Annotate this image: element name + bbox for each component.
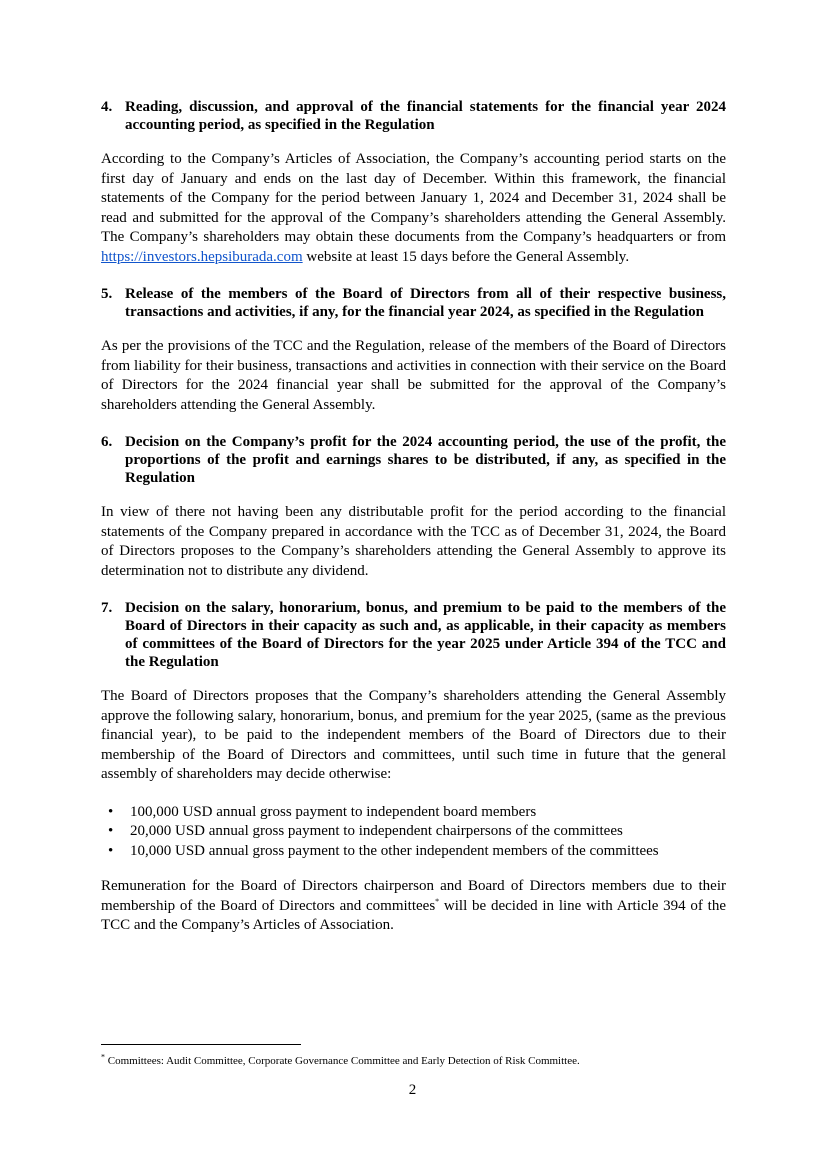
section-number: 7. <box>101 600 113 616</box>
section-body-5: As per the provisions of the TCC and the Regulation, release of the members of the Board of Directors from liability for their business, transactions and activities in connection with their service on the Board of Directors for the 2024 financial year shall be submitted for the approval of the Company’s shareholders attending the General Assembly. <box>101 338 726 413</box>
list-item <box>101 842 726 862</box>
page-content <box>101 98 726 936</box>
section-heading-4 <box>101 98 726 134</box>
body-text: will be decided in line with Article 394 of the TCC and the Company’s Articles of Association. <box>101 897 726 933</box>
body-text: website at least 15 days before the General Assembly. <box>302 248 630 265</box>
section-body-7: The Board of Directors proposes that the Company’s shareholders attending the General Assembly approve the following salary, honorarium, bonus, and premium for the year 2025, (same as the previous financial year), to be paid to the independent members of the Board of Directors due to their membership of the Board of Directors and committees, until such time in future that the general assembly of shareholders may decide otherwise: <box>101 688 726 782</box>
bullet-icon: • <box>108 803 114 820</box>
section-title: Reading, discussion, and approval of the financial statements for the financial year 2024 accounting period, as specified in the Regulation <box>125 99 726 133</box>
footnote <box>101 1054 726 1068</box>
footnote-mark: * <box>101 1052 105 1062</box>
section-heading-7 <box>101 599 726 671</box>
body-text: Remuneration for the Board of Directors chairperson and Board of Directors members due to their membership of the Board of Directors and committees <box>101 878 726 914</box>
remuneration-list <box>101 803 726 862</box>
section-title: Release of the members of the Board of Directors from all of their respective business, transactions and activities, if any, for the financial year 2024, as specified in the Regulation <box>125 286 726 320</box>
body-text: According to the Company’s Articles of Association, the Company’s accounting period starts on the first day of January and ends on the last day of December. Within this framework, the financial statements of the Company for the period between January 1, 2024 and December 31, 2024 shall be read and submitted for the approval of the Company’s shareholders attending the General Assembly. The Company’s shareholders may obtain these documents from the Company’s headquarters or from <box>101 151 726 245</box>
bullet-icon: • <box>108 823 114 839</box>
list-item <box>101 822 726 842</box>
section-number: 4. <box>101 99 113 115</box>
footnote-reference: * <box>435 896 440 906</box>
section-heading-5 <box>101 285 726 321</box>
bullet-icon: • <box>108 842 114 859</box>
section-number: 6. <box>101 434 113 450</box>
section-body-4 <box>101 150 726 267</box>
section-number: 5. <box>101 286 113 302</box>
list-item-text: 20,000 USD annual gross payment to independent chairpersons of the committees <box>130 823 623 839</box>
investors-website-link[interactable]: https://investors.hepsiburada.com <box>101 248 303 265</box>
list-item-text: 100,000 USD annual gross payment to independent board members <box>130 803 537 820</box>
page-number: 2 <box>408 1082 417 1098</box>
list-item-text: 10,000 USD annual gross payment to the other independent members of the committees <box>130 842 659 859</box>
footnote-separator <box>101 1044 301 1045</box>
section-heading-6 <box>101 433 726 487</box>
footnote-text: Committees: Audit Committee, Corporate Governance Committee and Early Detection of Risk Committee. <box>105 1055 580 1067</box>
section-title: Decision on the Company’s profit for the 2024 accounting period, the use of the profit, the proportions of the profit and earnings shares to be distributed, if any, as specified in the Regulation <box>125 434 726 486</box>
section-body-6: In view of there not having been any distributable profit for the period according to the financial statements of the Company prepared in accordance with the TCC as of December 31, 2024, the Board of Directors proposes to the Company’s shareholders attending the General Assembly to approve its determination not to distribute any dividend. <box>101 504 726 579</box>
section-title: Decision on the salary, honorarium, bonus, and premium to be paid to the members of the Board of Directors in their capacity as such and, as applicable, in their capacity as members of committees of the Board of Directors for the year 2025 under Article 394 of the TCC and the Regulation <box>125 600 726 670</box>
closing-paragraph <box>101 877 726 936</box>
list-item <box>101 803 726 823</box>
